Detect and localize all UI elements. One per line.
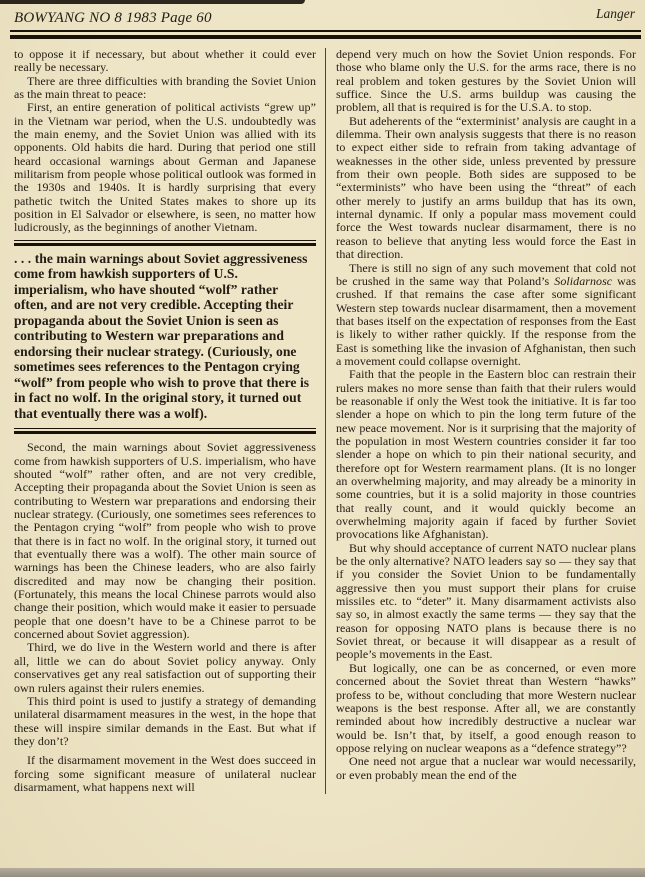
text-columns xyxy=(0,39,645,794)
paragraph: depend very much on how the Soviet Union responds. For those who blame only the U.S. for the arms race, there is no real problem and token gestures by the Soviet Union will suffice. Since the U.S. arms buildup was causing the problem, all that is required is for the U.S.A. to stop. xyxy=(336,47,636,115)
paragraph: But logically, one can be as concerned, or even more concerned about the Soviet threat than Western “hawks” profess to be, without concluding that more Western nuclear weapons is the best response. After all, we are constantly reminded about how incredibly destructive a nuclear war would be. Isn’t that, by itself, a good enough reason to oppose relying on nuclear weapons as a “defence strategy”? xyxy=(336,660,636,755)
page-header xyxy=(0,0,645,29)
paragraph: This third point is used to justify a strategy of demanding unilateral disarmament measures in the west, in the hope that these will inspire similar demands in the East. But what if they don’t? xyxy=(14,693,316,748)
header-double-rule xyxy=(10,30,641,39)
left-column xyxy=(14,48,325,794)
paragraph: to oppose it if necessary, but about whether it could ever really be necessary. xyxy=(14,47,316,75)
italic-term-solidarnosc: Solidarnosc xyxy=(554,273,613,288)
journal-title-header: BOWYANG NO 8 1983 Page 60 xyxy=(14,10,212,26)
paragraph: But why should acceptance of current NATO nuclear plans be the only alternative? NATO leaders say so — they say that if you consider the Soviet Union to be fundamentally aggressive then you must support their plans for cruise missiles etc. to “deter” it. Many disarmament activists also say so, in almost exactly the same terms — they say that the reason for opposing NATO plans is because there is no Soviet threat, or because it will disappear as a result of people’s movements in the East. xyxy=(336,540,636,662)
paragraph-text: was crushed. If that remains the case after some significant Western step towards nuclear disarmament, then a movement that bases itself on the expectation of responses from the East is likely to wither rather quickly. If the response from the East is something like the invasion of Afghanistan, then such a movement could collapse overnight. xyxy=(336,273,636,368)
paragraph: But adeherents of the “exterminist’ analysis are caught in a dilemma. Their own analysis suggests that there is no reason to expect either side to refrain from taking advantage of weaknesses in the other side, unless prevented by pressure from their own people. Both sides are supposed to be “exterminists” who have been using the “threat” of each other merely to justify an arms buildup that has its own, internal dynamic. If only a popular mass movement could force the West towards nuclear disarmament, there is no reason to believe that anyting less would force the East in that direction. xyxy=(336,113,636,262)
paragraph: One need not argue that a nuclear war would necessarily, or even probably mean the end of the xyxy=(336,754,636,782)
pullquote: . . . the main warnings about Soviet aggressiveness come from hawkish supporters of U.S. imperialism, who have shouted “wolf” rather often, and are not very credible. Accepting their propaganda about the Soviet Union is seen as contributing to Western war preparations and endorsing their nuclear strategy. (Curiously, one sometimes sees references to the Pentagon crying “wolf” from people who wish to prove that there is in fact no wolf. In the original story, it turned out that eventually there was a wolf). xyxy=(14,250,310,421)
author-name: Langer xyxy=(595,6,635,21)
pullquote-rule-bottom xyxy=(14,428,316,434)
scan-edge-artifact-top xyxy=(0,0,305,4)
paragraph: Faith that the people in the Eastern bloc can restrain their rulers makes no more sense than faith that their rulers would be reasonable if only the West took the initiative. It is far too slender a hope on which to pin the long term future of the new peace movement. Nor is it surprising that the majority of the population in most Western countries consider it far too slender a hope on which to pin their national security, and therefore opt for Western rearmament plans. (It is no longer an overwhelming majority, and may already be a minority in some countries, but it is a solid majority in those countries that really count, and it would quickly become an overwhelming majority again if faced by further Soviet provocations like Afghanistan). xyxy=(336,367,636,542)
paragraph xyxy=(336,262,636,369)
paragraph: First, an entire generation of political activists “grew up” in the Vietnam war period, when the U.S. undoubtedly was the main enemy, and the Soviet Union was allied with its opponents. Old habits die hard. During that period one still heard occasional warnings about German and Japanese militarism from people whose political outlook was formed in the 1930s and 1940s. It is hardly surprising that every pathetic twitch the United States makes to shore up its position in El Salvador or elsewhere, is seen, no matter how ludicrously, as the beginnings of another Vietnam. xyxy=(14,100,316,235)
paragraph: There are three difficulties with branding the Soviet Union as the main threat to peace: xyxy=(14,73,316,102)
paragraph: If the disarmament movement in the West does succeed in forcing some significant measure of unilateral nuclear disarmament, what happens next will xyxy=(14,753,316,794)
paragraph: Second, the main warnings about Soviet aggressiveness come from hawkish supporters of U.S. imperialism, who have shouted “wolf” rather often, and are not very credible, Accepting their propaganda about the Soviet Union is seen as contributing to Western war preparations and endorsing their nuclear strategy. (Curiously, one sometimes sees references to the Pentagon crying “wolf” from people who wish to prove that there is in fact no wolf. In the original story, it turned out that eventually there was a wolf). The other main source of warnings has been the Chinese leaders, who are also fairly discredited and may now be changing their position. (Fortunately, this means the local Chinese parrots would also change their position, which would make it easier to persuade people that one doesn’t have to be a Chinese parrot to be concerned about Soviet aggression). xyxy=(14,440,316,642)
right-column xyxy=(326,48,636,794)
scan-edge-artifact-bottom xyxy=(0,868,645,877)
paragraph: Third, we do live in the Western world and there is after all, little we can do about Soviet policy anyway. Only conservatives get any real satisfaction out of supporting their own rulers against their rulers enemies. xyxy=(14,640,316,695)
paragraph-text: There is still no sign of any such movement that cold not be crushed in the same way that Poland’s xyxy=(336,260,636,288)
